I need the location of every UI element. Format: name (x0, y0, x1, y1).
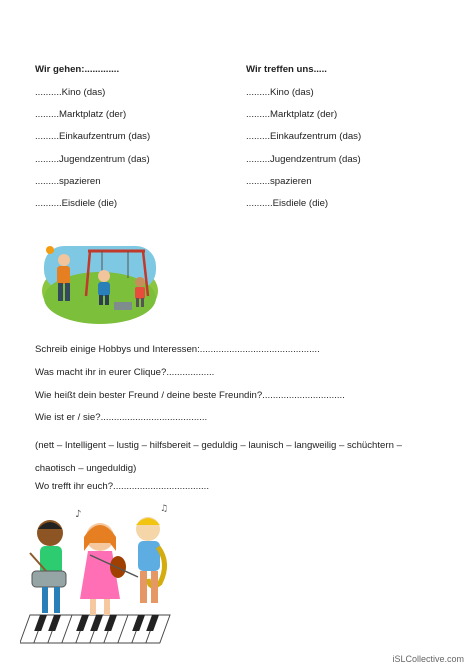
question-personality: Wie ist er / sie?........................................ (35, 412, 208, 424)
footer-watermark: iSLCollective.com (392, 654, 464, 664)
question-clique: Was macht ihr in eurer Clique?.................. (35, 366, 215, 378)
right-column-heading: Wir treffen uns..... (246, 64, 327, 75)
left-item: ..........Eisdiele (die) (35, 197, 118, 209)
left-item: .........Marktplatz (der) (35, 109, 127, 121)
question-list (35, 344, 445, 504)
left-item: .........spazieren (35, 175, 101, 187)
left-item: .........Einkaufzentrum (das) (35, 131, 151, 143)
left-column-heading: Wir gehen:............. (35, 64, 120, 75)
musicians-illustration (20, 503, 175, 655)
right-item: .........Jugendzentrum (das) (246, 153, 361, 165)
right-item: .........Einkaufzentrum (das) (246, 131, 362, 143)
right-column (246, 64, 361, 220)
right-item: .........spazieren (246, 175, 312, 187)
left-item: .........Jugendzentrum (das) (35, 153, 150, 165)
left-column (35, 64, 150, 220)
question-meeting-place: Wo trefft ihr euch?.................................... (35, 480, 209, 492)
left-item: ..........Kino (das) (35, 87, 106, 98)
svg-text:♪: ♪ (75, 509, 82, 520)
question-hobbies: Schreib einige Hobbys und Interessen:............................................. (35, 344, 320, 355)
right-item: ..........Eisdiele (die) (246, 197, 329, 209)
question-best-friend: Wie heißt dein bester Freund / deine beste Freundin?............................... (35, 389, 345, 401)
adjective-list: (nett – Intelligent – lustig – hilfsbereit – geduldig – launisch – langweilig – schüchtern – chaotisch – ungeduldig) (35, 440, 402, 474)
right-item: .........Marktplatz (der) (246, 109, 338, 121)
svg-text:♫: ♫ (160, 504, 169, 514)
playground-illustration (40, 236, 160, 326)
right-item: .........Kino (das) (246, 87, 314, 98)
